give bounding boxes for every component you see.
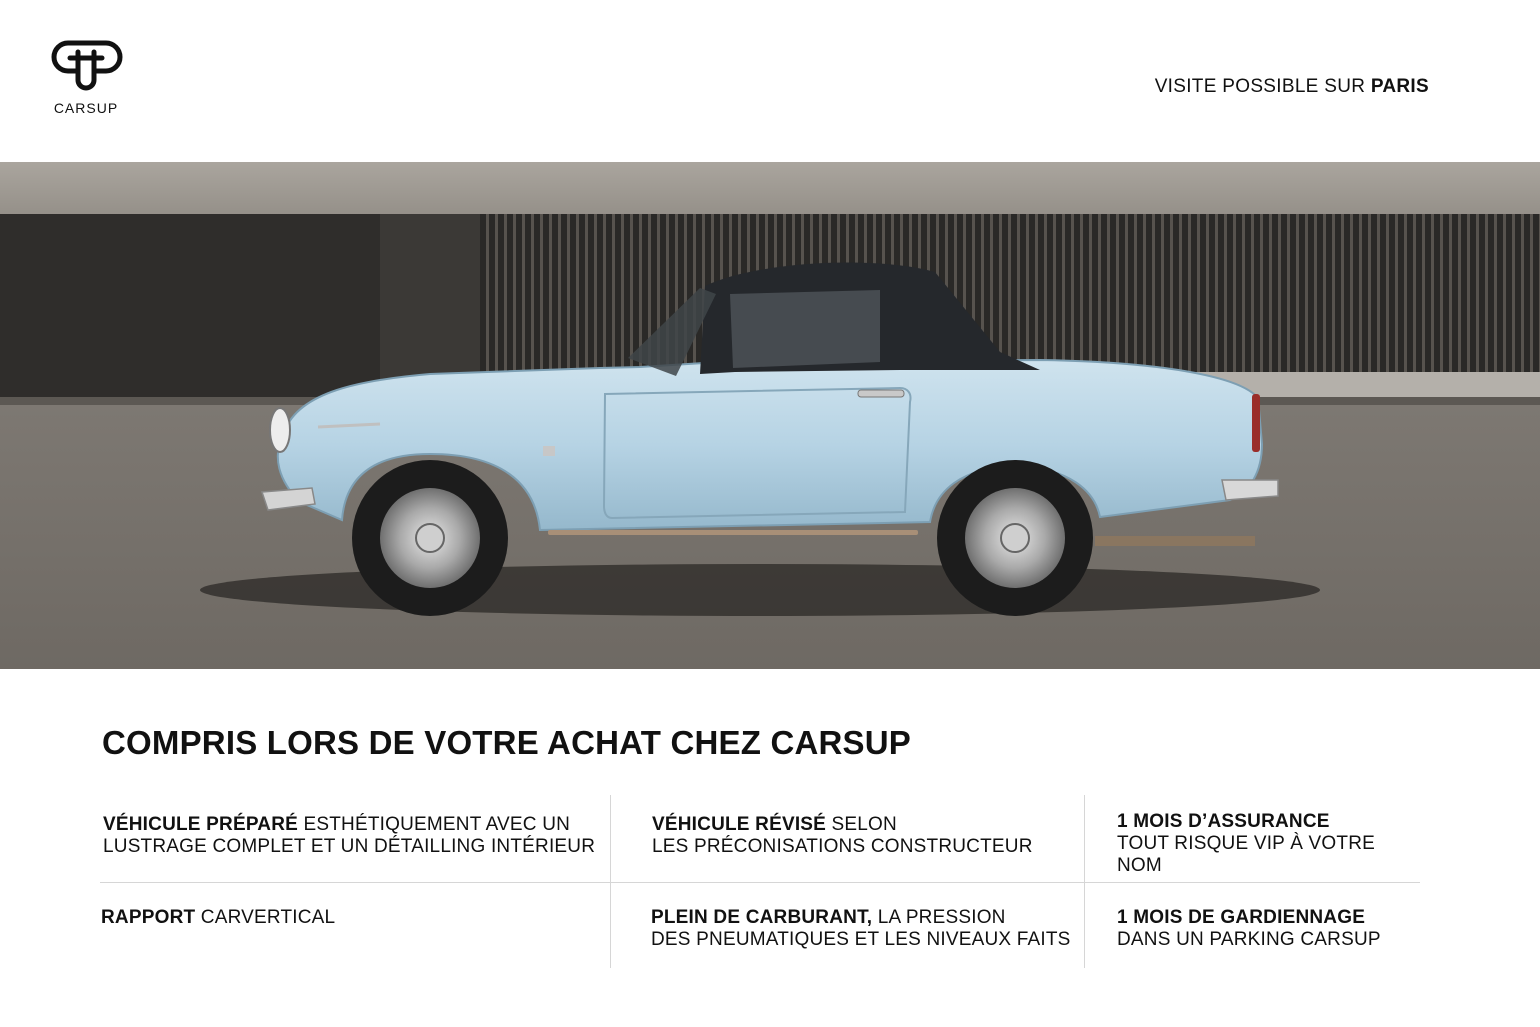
benefit-text: TOUT RISQUE VIP À VOTRE NOM xyxy=(1117,833,1375,876)
benefit-preparation xyxy=(103,814,595,858)
benefit-bold: VÉHICULE PRÉPARÉ xyxy=(103,814,298,835)
benefit-bold: PLEIN DE CARBURANT, xyxy=(651,907,873,928)
benefit-text: LUSTRAGE COMPLET ET UN DÉTAILLING INTÉRIEUR xyxy=(103,836,596,857)
benefit-bold: RAPPORT xyxy=(101,907,196,928)
benefit-bold: VÉHICULE RÉVISÉ xyxy=(652,814,827,835)
visit-city: PARIS xyxy=(1370,76,1429,97)
visit-prefix: VISITE POSSIBLE SUR xyxy=(1154,76,1371,97)
front-wheel-icon xyxy=(352,460,508,616)
visit-info xyxy=(1155,76,1429,98)
benefit-text: ESTHÉTIQUEMENT AVEC UN xyxy=(298,814,571,835)
benefit-bold: 1 MOIS DE GARDIENNAGE xyxy=(1117,907,1366,928)
benefit-text: LA PRESSION xyxy=(872,907,1006,928)
benefit-text: LES PRÉCONISATIONS CONSTRUCTEUR xyxy=(652,836,1033,857)
benefit-fuel xyxy=(651,907,1071,951)
carsup-logo[interactable] xyxy=(40,38,132,118)
benefit-revision xyxy=(652,814,1033,858)
carsup-monogram-icon xyxy=(48,38,124,96)
benefits-grid xyxy=(100,795,1420,968)
rear-wheel-icon xyxy=(937,460,1093,616)
section-title: COMPRIS LORS DE VOTRE ACHAT CHEZ CARSUP xyxy=(102,724,912,761)
divider-horizontal xyxy=(100,882,1420,883)
benefit-text: SELON xyxy=(826,814,897,835)
benefit-text: DANS UN PARKING CARSUP xyxy=(1117,929,1381,950)
benefit-text: CARVERTICAL xyxy=(195,907,336,928)
hero-car-photo xyxy=(0,162,1540,669)
benefit-text: DES PNEUMATIQUES ET LES NIVEAUX FAITS xyxy=(651,929,1071,950)
benefit-insurance xyxy=(1117,811,1420,877)
brand-name: CARSUP xyxy=(53,100,119,116)
benefit-storage xyxy=(1117,907,1381,951)
benefit-bold: 1 MOIS D’ASSURANCE xyxy=(1117,811,1330,832)
benefit-report xyxy=(101,907,335,929)
